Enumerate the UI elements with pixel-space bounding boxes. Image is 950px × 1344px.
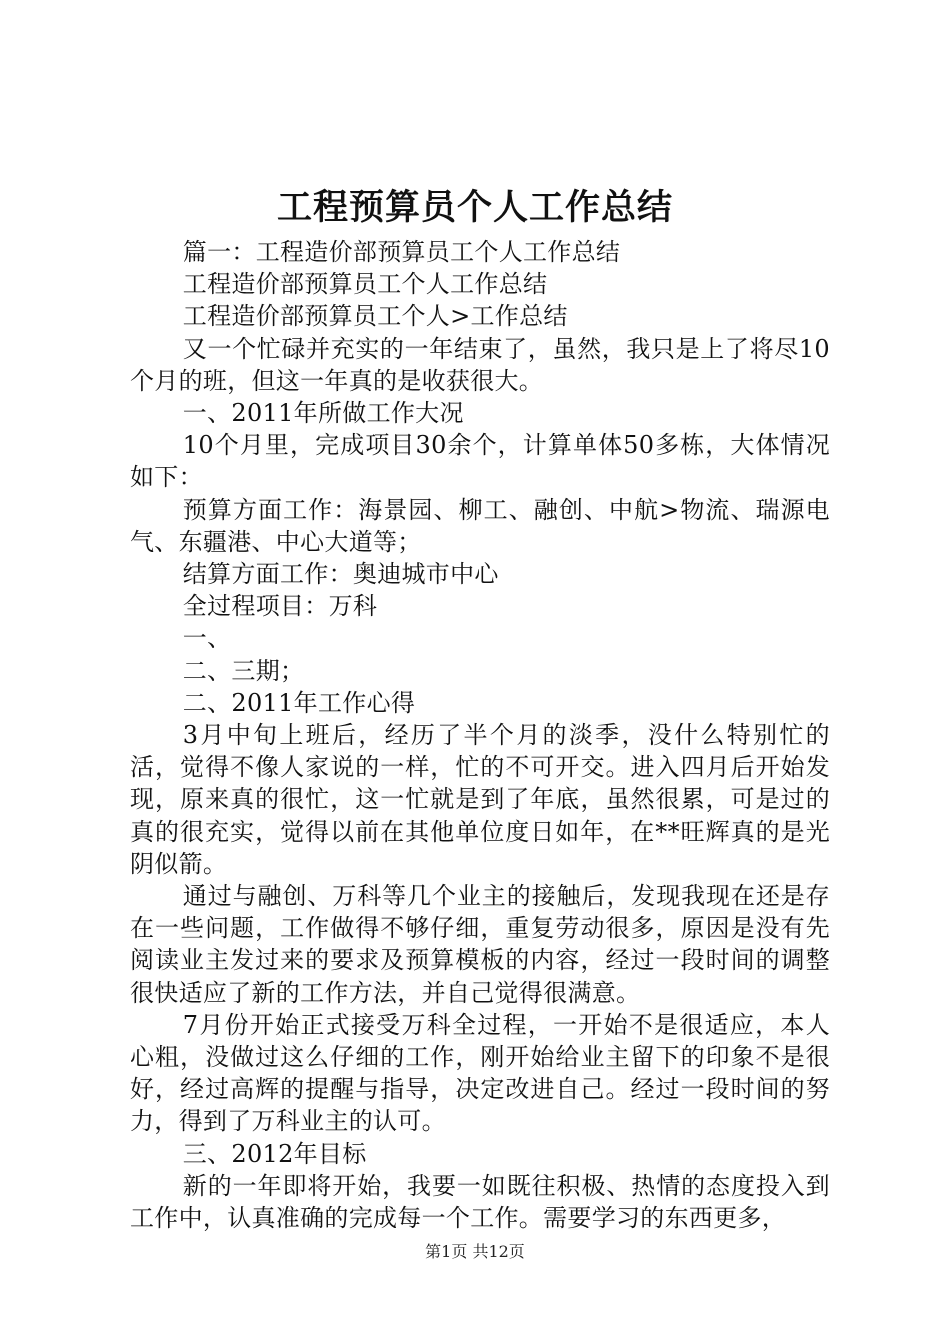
page-title: 工程预算员个人工作总结: [276, 187, 673, 228]
paragraph: 二、三期；: [182, 656, 305, 685]
paragraph: 一、: [182, 624, 232, 653]
paragraph: 篇一：工程造价部预算员工个人工作总结: [182, 238, 621, 266]
paragraph: 7月份开始正式接受万科全过程，一开始不是很适应，本人心粗，没做过这么仔细的工作，刚开始给业主留下的印象不是很好，经过高辉的提醒与指导，决定改进自己。经过一段时间的努力，得到了万科业主的认可。: [130, 1010, 830, 1136]
page-footer: 第1页 共12页: [425, 1242, 525, 1261]
paragraph: 新的一年即将开始，我要一如既往积极、热情的态度投入到工作中，认真准确的完成每一个工作。需要学习的东西更多，: [130, 1171, 830, 1233]
paragraph: 工程造价部预算员工个人工作总结: [182, 270, 548, 299]
paragraph: 预算方面工作：海景园、柳工、融创、中航>物流、瑞源电气、东疆港、中心大道等；: [130, 495, 830, 556]
section-heading: 三、2012年目标: [182, 1139, 367, 1168]
document-body: [130, 236, 830, 1234]
section-heading: 二、2011年工作心得: [182, 688, 416, 717]
paragraph: 全过程项目：万科: [182, 592, 378, 621]
section-heading: 一、2011年所做工作大况: [182, 399, 464, 428]
paragraph: 结算方面工作：奥迪城市中心: [182, 560, 499, 589]
paragraph: 又一个忙碌并充实的一年结束了，虽然，我只是上了将尽10个月的班，但这一年真的是收获很大。: [130, 334, 830, 395]
paragraph: 10个月里，完成项目30余个，计算单体50多栋，大体情况如下：: [130, 431, 830, 492]
paragraph: 工程造价部预算员工个人>工作总结: [182, 302, 568, 331]
paragraph: 通过与融创、万科等几个业主的接触后，发现我现在还是存在一些问题，工作做得不够仔细，重复劳动很多，原因是没有先阅读业主发过来的要求及预算模板的内容，经过一段时间的调整很快适应了新的工作方法，并自己觉得很满意。: [130, 882, 830, 1007]
paragraph: 3月中旬上班后，经历了半个月的淡季，没什么特别忙的活，觉得不像人家说的一样，忙的不可开交。进入四月后开始发现，原来真的很忙，这一忙就是到了年底，虽然很累，可是过的真的很充实，觉得以前在其他单位度日如年，在**旺辉真的是光阴似箭。: [130, 721, 830, 878]
